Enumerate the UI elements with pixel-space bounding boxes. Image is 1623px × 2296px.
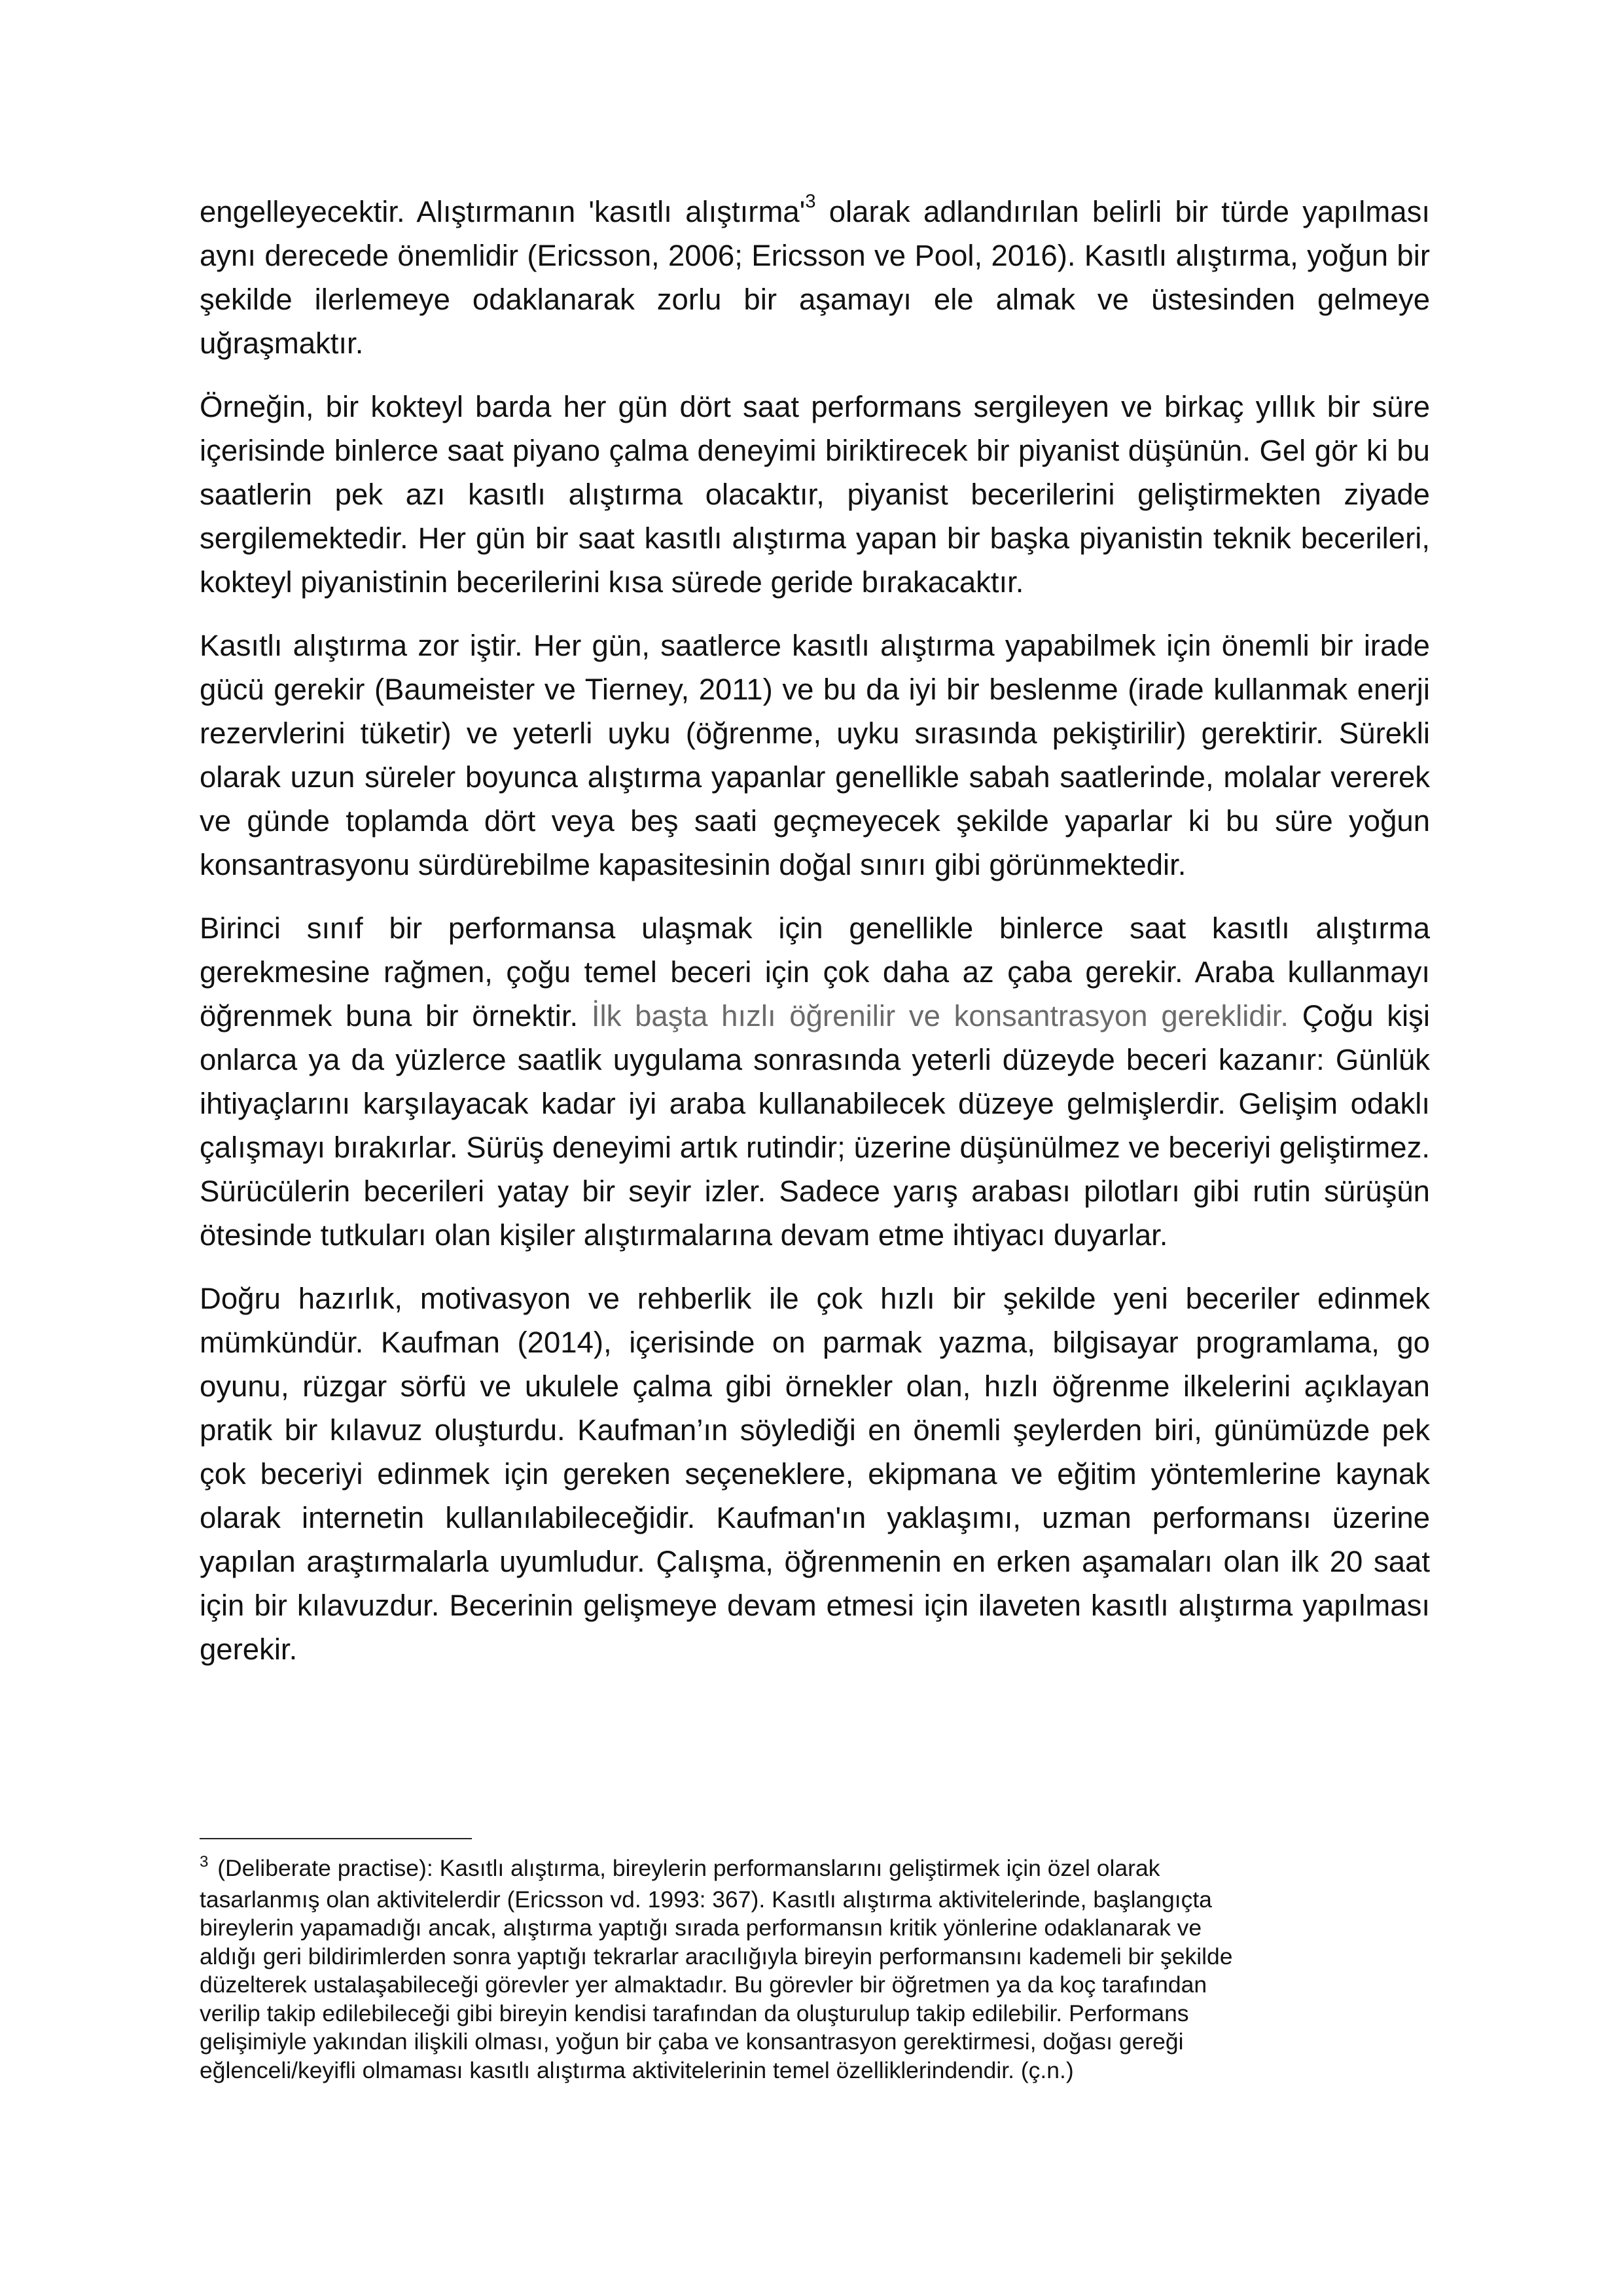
footnote-separator — [200, 1838, 472, 1839]
paragraph-4-text-a: Birinci sınıf bir performansa ulaşmak için genellikle binlerce saat kasıtlı alıştırma gerekmesine rağmen, çoğu temel beceri için çok daha az çaba gerekir. Araba kullanmayı öğrenmek buna bir örnektir. — [200, 911, 1430, 1033]
footnote-line-7: gelişimiyle yakından ilişkili olması, yoğun bir çaba ve konsantrasyon gerektirmesi, doğası gereği — [200, 2028, 1184, 2055]
paragraph-4-gray-text: İlk başta hızlı öğrenilir ve konsantrasyon gereklidir. — [591, 999, 1289, 1033]
paragraph-4 — [200, 906, 1430, 1257]
footnote-line-8: eğlenceli/keyifli olmaması kasıtlı alıştırma aktivitelerinin temel özelliklerindendir. (ç.n.) — [200, 2057, 1074, 2083]
footnote-line-5: düzelterek ustalaşabileceği görevler yer almaktadır. Bu görevler bir öğretmen ya da koç tarafından — [200, 1971, 1207, 1998]
footnote-line-6: verilip takip edilebileceği gibi bireyin kendisi tarafından da oluşturulup takip edilebilir. Performans — [200, 2000, 1189, 2026]
paragraph-5: Doğru hazırlık, motivasyon ve rehberlik ile çok hızlı bir şekilde yeni beceriler edinmek mümkündür. Kaufman (2014), içerisinde on parmak yazma, bilgisayar programlama, go oyunu, rüzgar sörfü ve ukulele çalma gibi örnekler olan, hızlı öğrenme ilkelerini açıklayan pratik bir kılavuz oluşturdu. Kaufman’ın söylediği en önemli şeylerden biri, günümüzde pek çok beceriyi edinmek için gereken seçeneklere, ekipmana ve eğitim yöntemlerine kaynak olarak internetin kullanılabileceğidir. Kaufman'ın yaklaşımı, uzman performansı üzerine yapılan araştırmalarla uyumludur. Çalışma, öğrenmenin en erken aşamaları olan ilk 20 saat için bir kılavuzdur. Becerinin gelişmeye devam etmesi için ilaveten kasıtlı alıştırma yapılması gerekir. — [200, 1282, 1430, 1666]
footnote-marker: 3 — [200, 1853, 209, 1871]
footnote — [200, 1854, 1247, 2085]
paragraph-1 — [200, 190, 1430, 365]
paragraph-1-text-a: engelleyecektir. Alıştırmanın 'kasıtlı alıştırma' — [200, 195, 806, 228]
footnote-line-3: bireylerin yapamadığı ancak, alıştırma yaptığı sırada performansın kritik yönlerine odaklanarak ve — [200, 1915, 1202, 1941]
footnote-line-1 — [200, 1854, 1247, 1886]
footnote-line-1-text: (Deliberate practise): Kasıtlı alıştırma, bireylerin performanslarını geliştirmek için özel olarak — [211, 1855, 1160, 1881]
paragraph-2: Örneğin, bir kokteyl barda her gün dört saat performans sergileyen ve birkaç yıllık bir süre içerisinde binlerce saat piyano çalma deneyimi biriktirecek bir piyanist düşünün. Gel gör ki bu saatlerin pek azı kasıtlı alıştırma olacaktır, piyanist becerilerini geliştirmekten ziyade sergilemektedir. Her gün bir saat kasıtlı alıştırma yapan bir başka piyanistin teknik becerileri, kokteyl piyanistinin becerilerini kısa sürede geride bırakacaktır. — [200, 390, 1430, 599]
paragraph-4-text-b: Çoğu kişi onlarca ya da yüzlerce saatlik uygulama sonrasında yeterli düzeyde beceri kazanır: Günlük ihtiyaçlarını karşılayacak kadar iyi araba kullanabilecek düzeye gelmişlerdir. Gelişim odaklı çalışmayı bırakırlar. Sürüş deneyimi artık rutindir; üzerine düşünülmez ve beceriyi geliştirmez. Sürücülerin becerileri yatay bir seyir izler. Sadece yarış arabası pilotları gibi rutin sürüşün ötesinde tutkuları olan kişiler alıştırmalarına devam etme ihtiyacı duyarlar. — [200, 999, 1430, 1252]
footnote-line-4: aldığı geri bildirimlerden sonra yaptığı tekrarlar aracılığıyla bireyin performansını kademeli bir şekilde — [200, 1943, 1233, 1969]
document-body — [200, 190, 1430, 1691]
footnote-reference[interactable]: 3 — [805, 190, 816, 212]
footnote-line-2: tasarlanmış olan aktivitelerdir (Ericsson vd. 1993: 367). Kasıtlı alıştırma aktivitelerinde, başlangıçta — [200, 1886, 1212, 1913]
paragraph-3: Kasıtlı alıştırma zor iştir. Her gün, saatlerce kasıtlı alıştırma yapabilmek için önemli bir irade gücü gerekir (Baumeister ve Tierney, 2011) ve bu da iyi bir beslenme (irade kullanmak enerji rezervlerini tüketir) ve yeterli uyku (öğrenme, uyku sırasında pekiştirilir) gerektirir. Sürekli olarak uzun süreler boyunca alıştırma yapanlar genellikle sabah saatlerinde, molalar vererek ve günde toplamda dört veya beş saati geçmeyecek şekilde yaparlar ki bu süre yoğun konsantrasyonu sürdürebilme kapasitesinin doğal sınırı gibi görünmektedir. — [200, 629, 1430, 881]
paragraph-1-text-b: olarak adlandırılan belirli bir türde yapılması aynı derecede önemlidir (Ericsson, 2006; Ericsson ve Pool, 2016). Kasıtlı alıştırma, yoğun bir şekilde ilerlemeye odaklanarak zorlu bir aşamayı ele almak ve üstesinden gelmeye uğraşmaktır. — [200, 195, 1430, 360]
